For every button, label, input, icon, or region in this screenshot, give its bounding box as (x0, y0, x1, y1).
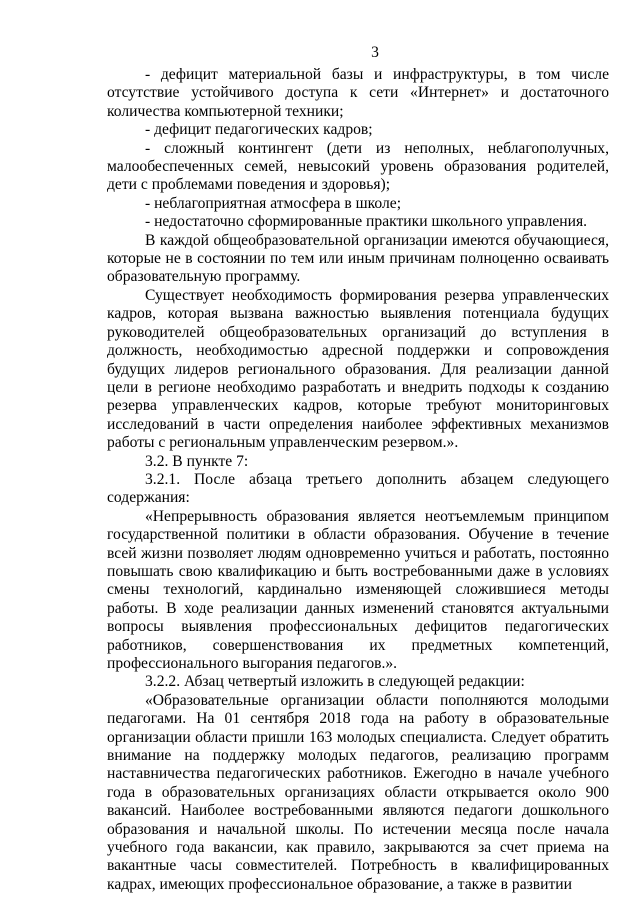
paragraph-clause-3-2-2: 3.2.2. Абзац четвертый изложить в следующей редакции: (145, 673, 525, 691)
paragraph-bullet-atmosphere: - неблагоприятная атмосфера в школе; (145, 194, 402, 212)
paragraph-young-teachers: «Образовательные организации области пополняются молодыми педагогами. На 01 сентября 2018 года на работу в образовательные организации области пришли 163 молодых специалиста. Следует обратить внимание на поддержку молодых педагогов, реализацию программ наставничества педагогических работников. Ежегодно в начале учебного года в образовательных организациях области открывается около 900 вакансий. Наиболее востребованными являются педагоги дошкольного образования и начальной школы. По истечении месяца после начала учебного года вакансии, как правило, закрываются за счет приема на вакантные часы совместителей. Потребность в квалифицированных кадрах, имеющих профессиональное образование, а также в развитии (107, 691, 609, 893)
paragraph-continuous-education: «Непрерывность образования является неотъемлемым принципом государственной политики в области образования. Обучение в течение всей жизни позволяет людям одновременно учиться и работать, постоянно повышать свою квалификацию и быть востребованными даже в условиях смены технологий, кардинально изменяющей сложившиеся методы работы. В ходе реализации данных изменений становятся актуальными вопросы выявления профессиональных дефицитов педагогических работников, совершенствования их предметных компетенций, профессионального выгорания педагогов.». (107, 507, 609, 672)
paragraph-clause-3-2-1: 3.2.1. После абзаца третьего дополнить абзацем следующего содержания: (107, 470, 609, 507)
body-text (107, 66, 609, 894)
paragraph-management-reserve: Существует необходимость формирования резерва управленческих кадров, которая вызвана важностью выявления потенциала будущих руководителей общеобразовательных организаций до вступления в должность, необходимостью адресной поддержки и сопровождения будущих лидеров регионального образования. Для реализации данной цели в регионе необходимо разработать и внедрить подходы к созданию резерва управленческих кадров, которые требуют мониторинговых исследований в части определения наиболее эффективных механизмов работы с региональным управленческим резервом.». (107, 286, 609, 452)
page-number: 3 (371, 44, 379, 61)
paragraph-bullet-staff-deficit: - дефицит педагогических кадров; (145, 121, 373, 139)
paragraph-bullet-management-practices: - недостаточно сформированные практики школьного управления. (145, 213, 588, 231)
paragraph-bullet-infrastructure: - дефицит материальной базы и инфраструктуры, в том числе отсутствие устойчивого доступа к сети «Интернет» и достаточного количества компьютерной техники; (107, 66, 609, 120)
paragraph-students: В каждой общеобразовательной организации имеются обучающиеся, которые не в состоянии по тем или иным причинам полноценно осваивать образовательную программу. (107, 231, 609, 286)
paragraph-clause-3-2: 3.2. В пункте 7: (145, 452, 249, 470)
paragraph-bullet-difficult-contingent: - сложный контингент (дети из неполных, неблагополучных, малообеспеченных семей, невысокий уровень образования родителей, дети с проблемами поведения и здоровья); (107, 139, 609, 194)
